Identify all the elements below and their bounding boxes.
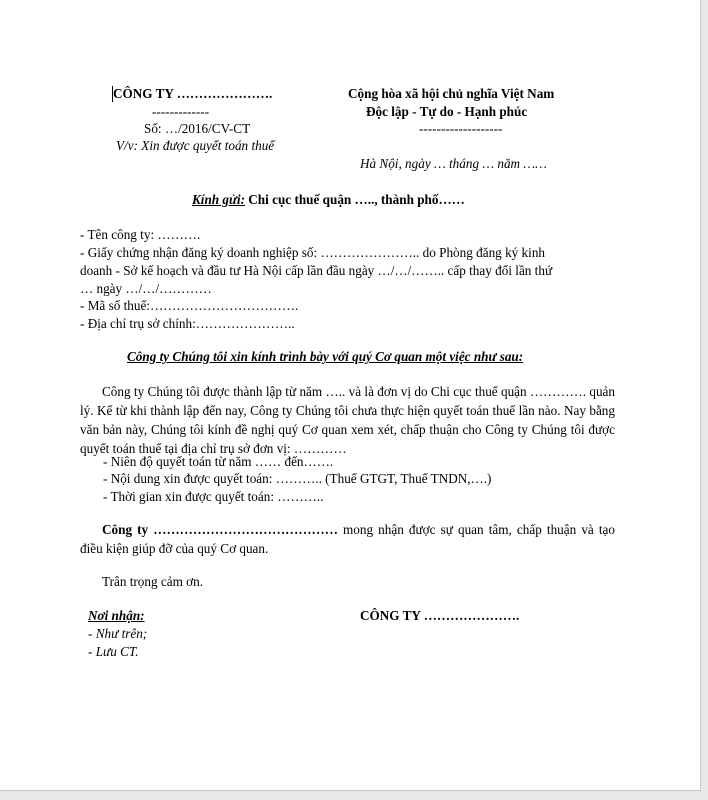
header-motto: Độc lập - Tự do - Hạnh phúc	[366, 104, 528, 119]
recipients-label: Nơi nhận:	[88, 608, 145, 623]
place-date: Hà Nội, ngày … tháng … năm ……	[360, 156, 547, 171]
company-name-line: - Tên công ty: ……….	[80, 227, 201, 242]
document-number: Số: …/2016/CV-CT	[144, 121, 251, 136]
body-paragraph	[80, 382, 615, 458]
signature-company: CÔNG TY ………………….	[360, 608, 520, 623]
document-subject: V/v: Xin được quyết toán thuế	[116, 138, 275, 153]
header-company: CÔNG TY ………………….	[113, 86, 273, 101]
body-paragraph-text: Công ty Chúng tôi được thành lập từ năm ….. và là đơn vị do Chi cục thuế quận …………. quản lý. Kể từ khi thành lập đến nay, Công ty Chúng tôi chưa thực hiện quyết toán thuế lần nào. Nay bằng văn bản này, Chúng tôi kính đề nghị quý Cơ quan xem xét, chấp thuận cho Công ty Chúng tôi được quyết toán thuế tại địa chỉ trụ sở đơn vị: …………	[80, 384, 615, 456]
recipient-item-2: - Lưu CT.	[88, 644, 139, 659]
recipient-line	[192, 191, 465, 209]
body-item-3: - Thời gian xin được quyết toán: ………..	[103, 489, 324, 504]
thanks-line: Trân trọng cảm ơn.	[102, 574, 203, 589]
recipient-item-1: - Như trên;	[88, 626, 148, 641]
closing-paragraph	[80, 520, 615, 558]
intro-statement: Công ty Chúng tôi xin kính trình bày với quý Cơ quan một việc như sau:	[127, 349, 524, 364]
address-line: - Địa chỉ trụ sở chính:…………………..	[80, 316, 295, 331]
header-right-divider: -------------------	[419, 121, 503, 136]
body-item-1: - Niên độ quyết toán từ năm …… đến…….	[103, 454, 334, 469]
closing-company-label: Công ty ……………………………………	[102, 522, 338, 537]
recipient-label: Kính gửi:	[192, 192, 245, 207]
certificate-line-2: doanh - Sở kế hoạch và đầu tư Hà Nội cấp lần đầu ngày …/…/…….. cấp thay đổi lần thứ	[80, 263, 553, 278]
recipient-text: Chi cục thuế quận ….., thành phố……	[244, 192, 465, 207]
tax-code-line: - Mã số thuế:…………………………….	[80, 298, 299, 313]
certificate-line-3: … ngày …/…/…………	[80, 281, 212, 296]
certificate-line-1: - Giấy chứng nhận đăng ký doanh nghiệp số: ………………….. do Phòng đăng ký kinh	[80, 245, 546, 260]
header-left-divider: -------------	[152, 104, 210, 119]
header-nation: Cộng hòa xã hội chủ nghĩa Việt Nam	[348, 86, 555, 101]
body-item-2: - Nội dung xin được quyết toán: ……….. (Thuế GTGT, Thuế TNDN,….)	[103, 471, 492, 486]
closing-request: mong nhận được sự quan tâm, chấp thuận và tạo điều kiện giúp đỡ của quý Cơ quan.	[80, 522, 616, 556]
